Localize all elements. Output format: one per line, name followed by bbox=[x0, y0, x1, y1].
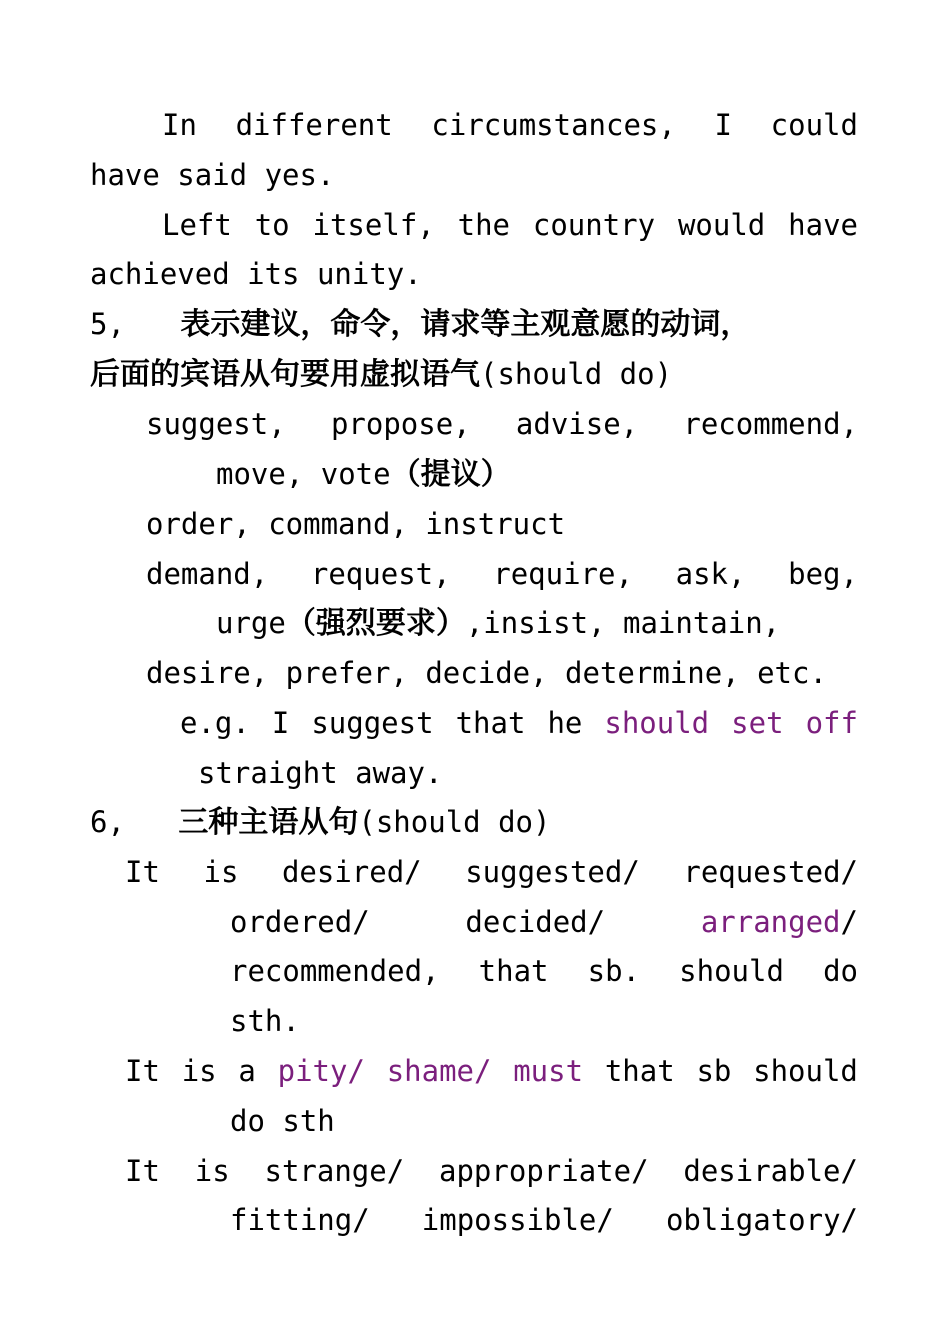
word: In bbox=[162, 108, 197, 142]
section-6-heading bbox=[90, 797, 550, 847]
pattern-line-5 bbox=[125, 1046, 858, 1096]
word: that bbox=[455, 706, 526, 740]
pattern-line-8 bbox=[230, 1195, 858, 1245]
section-5-heading bbox=[90, 299, 750, 349]
word: itself, bbox=[312, 208, 435, 242]
word: country bbox=[532, 208, 656, 242]
word: circumstances, bbox=[431, 108, 676, 142]
word: would bbox=[677, 208, 766, 242]
word: is bbox=[194, 1154, 230, 1188]
word: suggested/ bbox=[465, 855, 640, 889]
word: that bbox=[604, 1054, 675, 1088]
word: is bbox=[181, 1054, 217, 1088]
word: propose, bbox=[330, 407, 471, 441]
word: urge bbox=[216, 606, 286, 640]
word: he bbox=[547, 706, 583, 740]
verb-list-line-4 bbox=[146, 549, 858, 599]
highlighted-word: should bbox=[604, 706, 710, 740]
word: demand, bbox=[146, 557, 269, 591]
cjk-gloss: （提议） bbox=[390, 457, 511, 492]
word: suggest bbox=[311, 706, 434, 740]
verb-list-line-1 bbox=[146, 399, 858, 449]
word: e.g. bbox=[180, 706, 250, 740]
word: beg, bbox=[788, 557, 858, 591]
word: decided/ bbox=[465, 905, 606, 939]
word-group bbox=[701, 897, 858, 947]
paren-note: (should do) bbox=[358, 805, 551, 839]
word: ask, bbox=[675, 557, 746, 591]
pattern-line-7 bbox=[125, 1146, 858, 1196]
word: desired/ bbox=[281, 855, 422, 889]
paren-note: (should do) bbox=[480, 357, 673, 391]
word: It bbox=[125, 855, 160, 889]
text-line-1 bbox=[162, 100, 858, 150]
cjk-gloss: （强烈要求） bbox=[285, 606, 466, 641]
highlighted-word: must bbox=[513, 1054, 584, 1088]
pattern-line-3 bbox=[230, 946, 858, 996]
example-line-1 bbox=[180, 698, 858, 748]
word: I bbox=[271, 706, 290, 740]
word: suggest, bbox=[146, 407, 286, 441]
word: sb bbox=[696, 1054, 732, 1088]
word: It bbox=[125, 1054, 160, 1088]
text-line-2: have said yes. bbox=[90, 158, 335, 192]
word: recommended, bbox=[230, 954, 440, 988]
word: do bbox=[823, 954, 858, 988]
word: It bbox=[125, 1154, 160, 1188]
word: sb. bbox=[587, 954, 641, 988]
word-group: move, vote bbox=[216, 457, 391, 491]
example-line-2: straight away. bbox=[198, 756, 443, 790]
word: fitting/ bbox=[230, 1203, 370, 1237]
word: request, bbox=[310, 557, 451, 591]
word: to bbox=[254, 208, 290, 242]
section-number: 5, bbox=[90, 307, 125, 341]
word: should bbox=[679, 954, 784, 988]
highlighted-word: off bbox=[805, 706, 858, 740]
highlighted-word: arranged bbox=[700, 905, 841, 939]
pattern-line-4: sth. bbox=[230, 1004, 300, 1038]
word: requested/ bbox=[683, 855, 858, 889]
word: require, bbox=[493, 557, 633, 591]
word: obligatory/ bbox=[665, 1203, 858, 1237]
slash: / bbox=[840, 905, 858, 939]
word: ordered/ bbox=[230, 905, 370, 939]
word: desirable/ bbox=[683, 1154, 858, 1188]
pattern-line-2 bbox=[230, 897, 858, 947]
word-group: ,insist, maintain, bbox=[465, 606, 781, 640]
highlighted-word: set bbox=[731, 706, 784, 740]
highlighted-word: shame/ bbox=[386, 1054, 492, 1088]
word: strange/ bbox=[264, 1154, 405, 1188]
word: could bbox=[770, 108, 858, 142]
word: I bbox=[714, 108, 732, 142]
word: advise, bbox=[515, 407, 639, 441]
verb-list-line-2 bbox=[216, 449, 511, 499]
word: a bbox=[238, 1054, 256, 1088]
text-line-3 bbox=[162, 200, 858, 250]
section-heading-text: 后面的宾语从句要用虚拟语气 bbox=[90, 357, 480, 392]
verb-list-line-5 bbox=[216, 598, 780, 648]
word: is bbox=[203, 855, 239, 889]
word: Left bbox=[162, 208, 232, 242]
word: the bbox=[457, 208, 510, 242]
pattern-line-1 bbox=[125, 847, 858, 897]
word: have bbox=[788, 208, 858, 242]
word: recommend, bbox=[683, 407, 858, 441]
verb-list-line-3: order, command, instruct bbox=[146, 507, 566, 541]
word: impossible/ bbox=[421, 1203, 614, 1237]
word: should bbox=[753, 1054, 858, 1088]
verb-list-line-6: desire, prefer, decide, determine, etc. bbox=[146, 656, 827, 690]
section-heading-text: 三种主语从句 bbox=[178, 805, 359, 840]
section-number: 6, bbox=[90, 805, 125, 839]
word: that bbox=[478, 954, 549, 988]
section-heading-text: 表示建议，命令，请求等主观意愿的动词， bbox=[180, 307, 751, 342]
pattern-line-6: do sth bbox=[230, 1104, 335, 1138]
word: different bbox=[235, 108, 393, 142]
text-line-4: achieved its unity. bbox=[90, 257, 422, 291]
highlighted-word: pity/ bbox=[277, 1054, 365, 1088]
word: appropriate/ bbox=[439, 1154, 649, 1188]
section-5-heading-cont bbox=[90, 349, 672, 399]
